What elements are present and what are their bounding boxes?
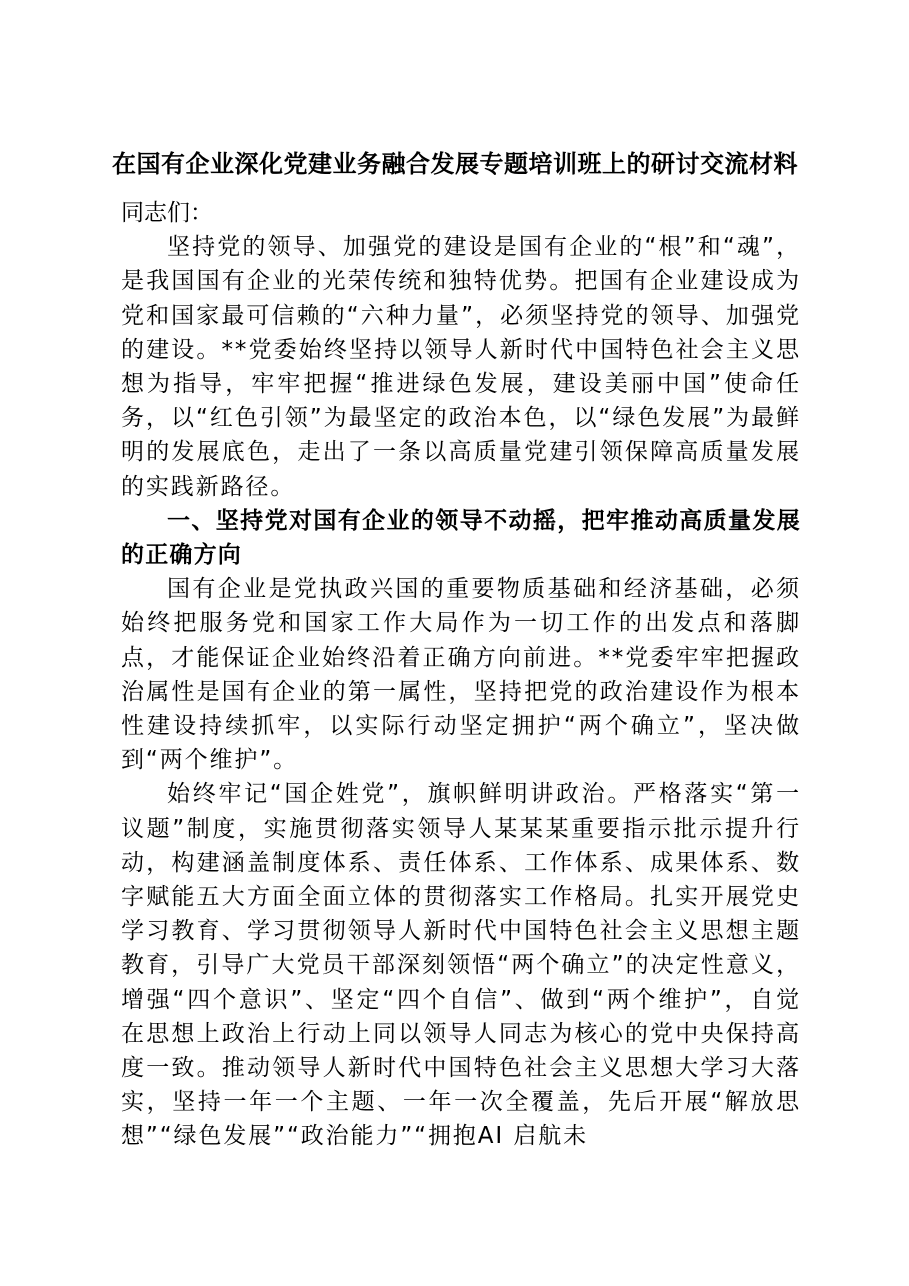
document-title: 在国有企业深化党建业务融合发展专题培训班上的研讨交流材料	[112, 149, 798, 178]
greeting: 同志们：	[121, 200, 213, 226]
document-body	[121, 196, 801, 1154]
paragraph-section-1: 国有企业是党执政兴国的重要物质基础和经济基础，必须始终把服务党和国家工作大局作为一切工作的出发点和落脚点，才能保证企业始终沿着正确方向前进。**党委牢牢把握政治属性是国有企业的第一属性，坚持把党的政治建设作为根本性建设持续抓牢，以实际行动坚定拥护“两个确立”，坚决做到“两个维护”。	[121, 576, 801, 774]
paragraph-politics: 始终牢记“国企姓党”，旗帜鲜明讲政治。严格落实“第一议题”制度，实施贯彻落实领导人某某某重要指示批示提升行动，构建涵盖制度体系、责任体系、工作体系、成果体系、数字赋能五大方面全面立体的贯彻落实工作格局。扎实开展党史学习教育、学习贯彻领导人新时代中国特色社会主义思想主题教育，引导广大党员干部深刻领悟“两个确立”的决定性意义，增强“四个意识”、坚定“四个自信”、做到“两个维护”，自觉在思想上政治上行动上同以领导人同志为核心的党中央保持高度一致。推动领导人新时代中国特色社会主义思想大学习大落实，坚持一年一个主题、一年一次全覆盖，先后开展“解放思想”“绿色发展”“政治能力”“拥抱AI 启航未	[121, 781, 801, 1150]
paragraph-intro: 坚持党的领导、加强党的建设是国有企业的“根”和“魂”，是我国国有企业的光荣传统和独特优势。把国有企业建设成为党和国家最可信赖的“六种力量”，必须坚持党的领导、加强党的建设。**党委始终坚持以领导人新时代中国特色社会主义思想为指导，牢牢把握“推进绿色发展，建设美丽中国”使命任务，以“红色引领”为最坚定的政治本色，以“绿色发展”为最鲜明的发展底色，走出了一条以高质量党建引领保障高质量发展的实践新路径。	[121, 234, 801, 500]
section-heading-1: 一、坚持党对国有企业的领导不动摇，把牢推动高质量发展的正确方向	[121, 507, 801, 569]
